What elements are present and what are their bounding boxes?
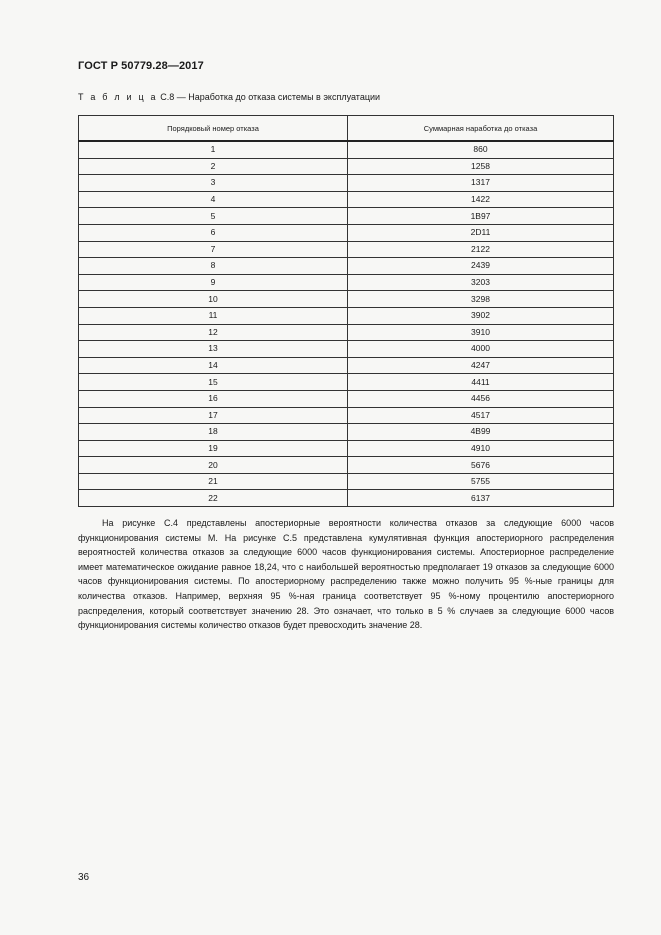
cell-cumulative-time: 1422 <box>348 191 614 208</box>
cell-failure-number: 19 <box>79 440 348 457</box>
cell-cumulative-time: 2122 <box>348 241 614 258</box>
cell-cumulative-time: 2439 <box>348 258 614 275</box>
caption-title: — Наработка до отказа системы в эксплуатации <box>176 92 381 102</box>
table-row <box>79 258 614 275</box>
cell-failure-number: 22 <box>79 490 348 507</box>
cell-cumulative-time: 6137 <box>348 490 614 507</box>
page-number: 36 <box>78 872 90 883</box>
table-row <box>79 191 614 208</box>
cell-failure-number: 12 <box>79 324 348 341</box>
table-row <box>79 141 614 158</box>
cell-cumulative-time: 4000 <box>348 341 614 358</box>
table-row <box>79 307 614 324</box>
paragraph: На рисунке С.4 представлены апостериорные вероятности количества отказов за следующие 6000 часов функционирования системы М. На рисунке С.5 представлена кумулятивная функция апостериорного распределения вероятностей количества отказов за следующие 6000 часов функционирования системы. Апостериорное распределение имеет математическое ожидание равное 18,24, что с наибольшей вероятностью предполагает 19 отказов за следующие 6000 часов функционирования системы. По апостериорному распределению также можно получить 95 %-ные границы для количества отказов. Например, верхняя 95 %-ная граница соответствует 95 %-ному процентилю апостериорного распределения, который соответствует значению 28. Это означает, что только в 5 % случаев за следующие 6000 часов функционирования системы количество отказов будет превосходить значение 28. <box>78 518 614 631</box>
table-row <box>79 291 614 308</box>
cell-failure-number: 5 <box>79 208 348 225</box>
header-cumulative-time: Суммарная наработка до отказа <box>348 116 614 142</box>
cell-failure-number: 18 <box>79 424 348 441</box>
table-row <box>79 440 614 457</box>
table-row <box>79 473 614 490</box>
table-row <box>79 341 614 358</box>
caption-label: Т а б л и ц а <box>78 92 158 102</box>
table-row <box>79 457 614 474</box>
body-text <box>78 516 614 633</box>
cell-cumulative-time: 4B99 <box>348 424 614 441</box>
cell-cumulative-time: 2D11 <box>348 224 614 241</box>
table-row <box>79 390 614 407</box>
cell-cumulative-time: 4910 <box>348 440 614 457</box>
cell-failure-number: 15 <box>79 374 348 391</box>
cell-cumulative-time: 3910 <box>348 324 614 341</box>
cell-failure-number: 6 <box>79 224 348 241</box>
table-body <box>79 141 614 507</box>
table-row <box>79 424 614 441</box>
cell-cumulative-time: 3298 <box>348 291 614 308</box>
cell-failure-number: 4 <box>79 191 348 208</box>
failures-table <box>78 115 614 507</box>
table-row <box>79 324 614 341</box>
cell-cumulative-time: 4517 <box>348 407 614 424</box>
cell-failure-number: 10 <box>79 291 348 308</box>
cell-failure-number: 9 <box>79 274 348 291</box>
cell-cumulative-time: 5755 <box>348 473 614 490</box>
table-row <box>79 274 614 291</box>
table-header-row <box>79 116 614 142</box>
cell-failure-number: 2 <box>79 158 348 175</box>
cell-failure-number: 3 <box>79 175 348 192</box>
table-row <box>79 224 614 241</box>
cell-cumulative-time: 860 <box>348 141 614 158</box>
caption-number: С.8 <box>160 92 175 102</box>
table-row <box>79 374 614 391</box>
header-failure-number: Порядковый номер отказа <box>79 116 348 142</box>
cell-cumulative-time: 1B97 <box>348 208 614 225</box>
cell-cumulative-time: 4456 <box>348 390 614 407</box>
cell-failure-number: 21 <box>79 473 348 490</box>
cell-cumulative-time: 1317 <box>348 175 614 192</box>
table-row <box>79 407 614 424</box>
cell-cumulative-time: 5676 <box>348 457 614 474</box>
table-row <box>79 175 614 192</box>
table-row <box>79 158 614 175</box>
cell-failure-number: 14 <box>79 357 348 374</box>
cell-cumulative-time: 1258 <box>348 158 614 175</box>
table-row <box>79 241 614 258</box>
cell-failure-number: 20 <box>79 457 348 474</box>
cell-cumulative-time: 4247 <box>348 357 614 374</box>
standard-header: ГОСТ Р 50779.28—2017 <box>78 60 204 72</box>
cell-failure-number: 11 <box>79 307 348 324</box>
cell-failure-number: 13 <box>79 341 348 358</box>
cell-failure-number: 7 <box>79 241 348 258</box>
table-row <box>79 208 614 225</box>
cell-failure-number: 8 <box>79 258 348 275</box>
table-caption <box>78 92 380 102</box>
cell-failure-number: 17 <box>79 407 348 424</box>
cell-failure-number: 16 <box>79 390 348 407</box>
cell-cumulative-time: 4411 <box>348 374 614 391</box>
table-row <box>79 357 614 374</box>
cell-failure-number: 1 <box>79 141 348 158</box>
cell-cumulative-time: 3203 <box>348 274 614 291</box>
cell-cumulative-time: 3902 <box>348 307 614 324</box>
table-row <box>79 490 614 507</box>
